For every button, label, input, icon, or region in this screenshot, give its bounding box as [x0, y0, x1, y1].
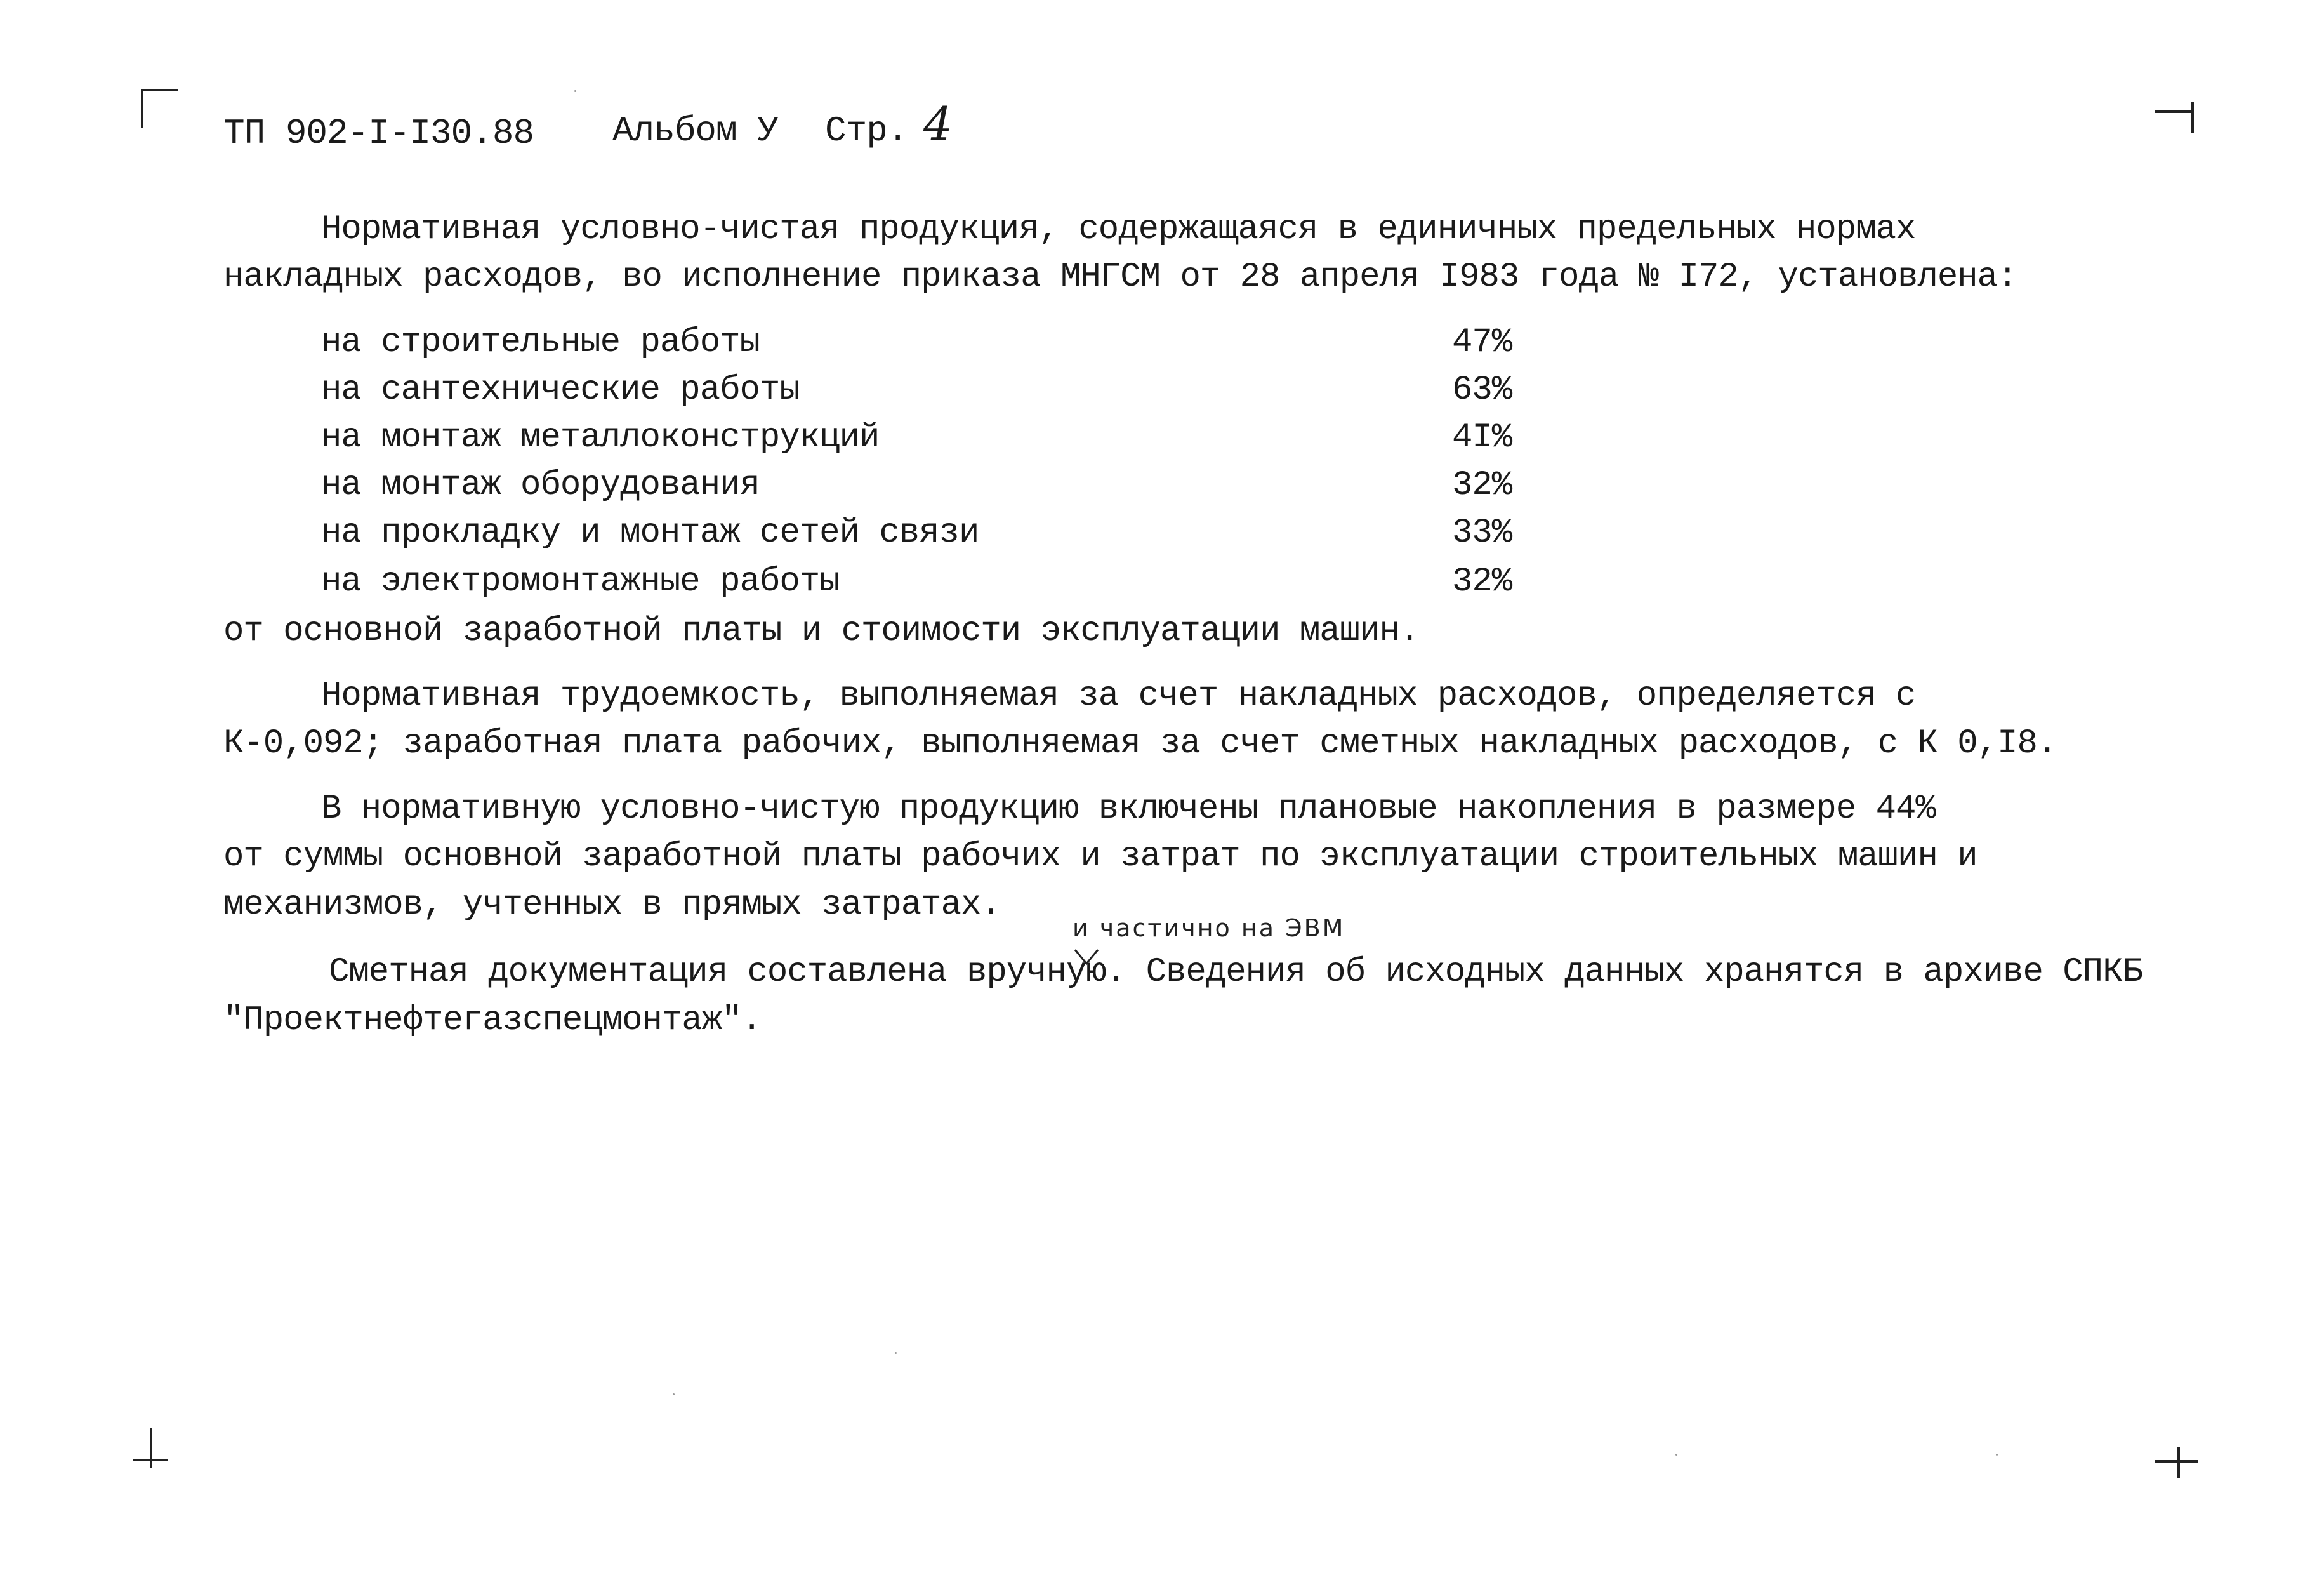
scan-speck [574, 90, 576, 92]
scan-speck [1675, 1454, 1677, 1456]
scan-speck [673, 1393, 675, 1395]
paragraph1-line1: Нормативная условно-чистая продукция, содержащаяся в единичных предельных нормах [321, 210, 1916, 249]
page-label: Стр. [825, 110, 908, 151]
rate-value: 32% [1452, 466, 1512, 505]
paragraph3-line1: В нормативную условно-чистую продукцию включены плановые накопления в размере 44% [321, 790, 1936, 828]
document-code: ТП 902-I-I30.88 [223, 113, 534, 154]
scan-speck [1996, 1454, 1998, 1456]
handwritten-insertion-note: и частично на ЭВМ [1073, 914, 1345, 942]
rate-value: 33% [1452, 514, 1512, 552]
paragraph3-line3: механизмов, учтенных в прямых затратах. [223, 886, 1001, 924]
rate-label: на монтаж металлоконструкций [321, 418, 880, 457]
paragraph4-line1: Сметная документация составлена вручную. Сведения об исходных данных хранятся в архиве СПКБ [329, 953, 2142, 992]
rate-value: 47% [1452, 323, 1512, 362]
rate-value: 32% [1452, 562, 1512, 601]
rates-footer: от основной заработной платы и стоимости эксплуатации машин. [223, 612, 1420, 651]
page-number: 4 [923, 97, 952, 150]
rate-label: на строительные работы [321, 323, 760, 362]
album-label: Альбом У [612, 110, 778, 151]
paragraph3-line2: от суммы основной заработной платы рабочих и затрат по эксплуатации строительных машин и [223, 837, 1977, 876]
paragraph2-line1: Нормативная трудоемкость, выполняемая за счет накладных расходов, определяется с [321, 677, 1916, 715]
paragraph1-line2: накладных расходов, во исполнение приказа МНГСМ от 28 апреля I983 года № I72, установлена: [223, 258, 2017, 296]
scan-speck [895, 1352, 897, 1354]
rate-label: на прокладку и монтаж сетей связи [321, 514, 979, 552]
rate-value: 63% [1452, 371, 1512, 409]
rate-value: 4I% [1452, 418, 1512, 457]
paragraph2-line2: К-0,092; заработная плата рабочих, выполняемая за счет сметных накладных расходов, с К 0,I8. [223, 724, 2057, 763]
rate-label: на сантехнические работы [321, 371, 800, 409]
paragraph4-line2: "Проектнефтегазспецмонтаж". [223, 1001, 762, 1040]
rate-label: на монтаж оборудования [321, 466, 760, 505]
rate-label: на электромонтажные работы [321, 562, 840, 601]
